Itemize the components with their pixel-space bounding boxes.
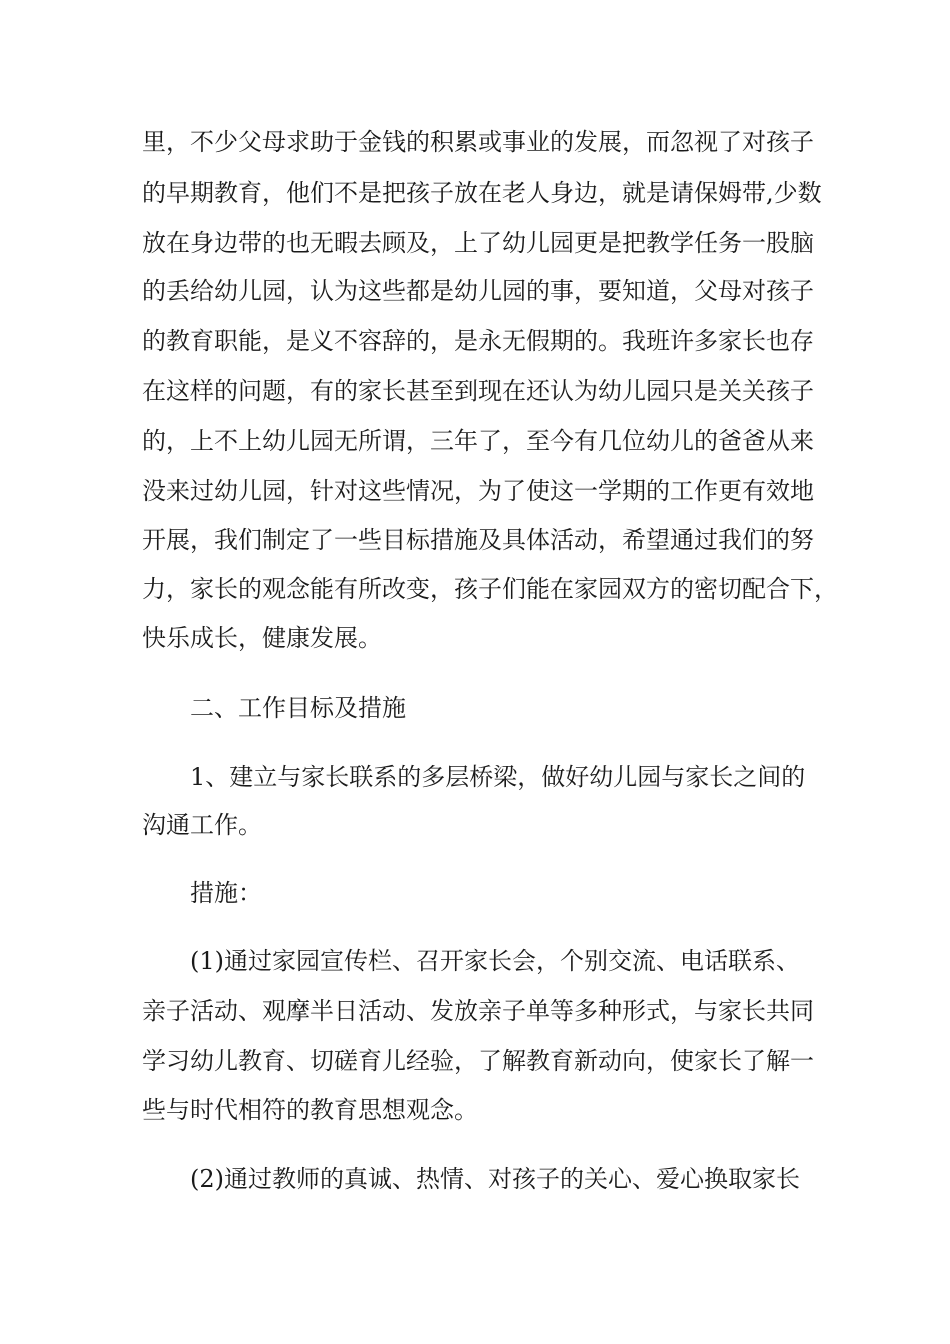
intro-paragraph-line: 开展，我们制定了一些目标措施及具体活动，希望通过我们的努 (142, 526, 814, 554)
intro-paragraph-line: 的早期教育，他们不是把孩子放在老人身边，就是请保姆带,少数 (142, 179, 822, 207)
intro-paragraph-line: 在这样的问题，有的家长甚至到现在还认为幼儿园只是关关孩子 (142, 377, 814, 405)
intro-paragraph-line: 的丢给幼儿园，认为这些都是幼儿园的事，要知道，父母对孩子 (142, 277, 814, 305)
measure-line: (2)通过教师的真诚、热情、对孩子的关心、爱心换取家长 (190, 1165, 800, 1193)
measure-line: 学习幼儿教育、切磋育儿经验，了解教育新动向，使家长了解一 (142, 1047, 814, 1075)
measure-line: 亲子活动、观摩半日活动、发放亲子单等多种形式，与家长共同 (142, 997, 814, 1025)
measure-line: 些与时代相符的教育思想观念。 (142, 1096, 478, 1124)
goal-line: 沟通工作。 (142, 811, 262, 839)
intro-paragraph-line: 里，不少父母求助于金钱的积累或事业的发展，而忽视了对孩子 (142, 128, 814, 156)
goal-line: 1、建立与家长联系的多层桥梁，做好幼儿园与家长之间的 (190, 763, 806, 791)
measure-line: (1)通过家园宣传栏、召开家长会，个别交流、电话联系、 (190, 947, 800, 975)
intro-paragraph-line: 快乐成长，健康发展。 (142, 624, 382, 652)
section-heading: 二、工作目标及措施 (190, 694, 406, 722)
intro-paragraph-line: 的，上不上幼儿园无所谓，三年了，至今有几位幼儿的爸爸从来 (142, 427, 814, 455)
intro-paragraph-line: 力，家长的观念能有所改变，孩子们能在家园双方的密切配合下， (142, 575, 838, 603)
intro-paragraph-line: 的教育职能，是义不容辞的，是永无假期的。我班许多家长也存 (142, 327, 814, 355)
measures-label: 措施： (190, 879, 262, 907)
intro-paragraph-line: 没来过幼儿园，针对这些情况，为了使这一学期的工作更有效地 (142, 477, 814, 505)
intro-paragraph-line: 放在身边带的也无暇去顾及，上了幼儿园更是把教学任务一股脑 (142, 229, 814, 257)
